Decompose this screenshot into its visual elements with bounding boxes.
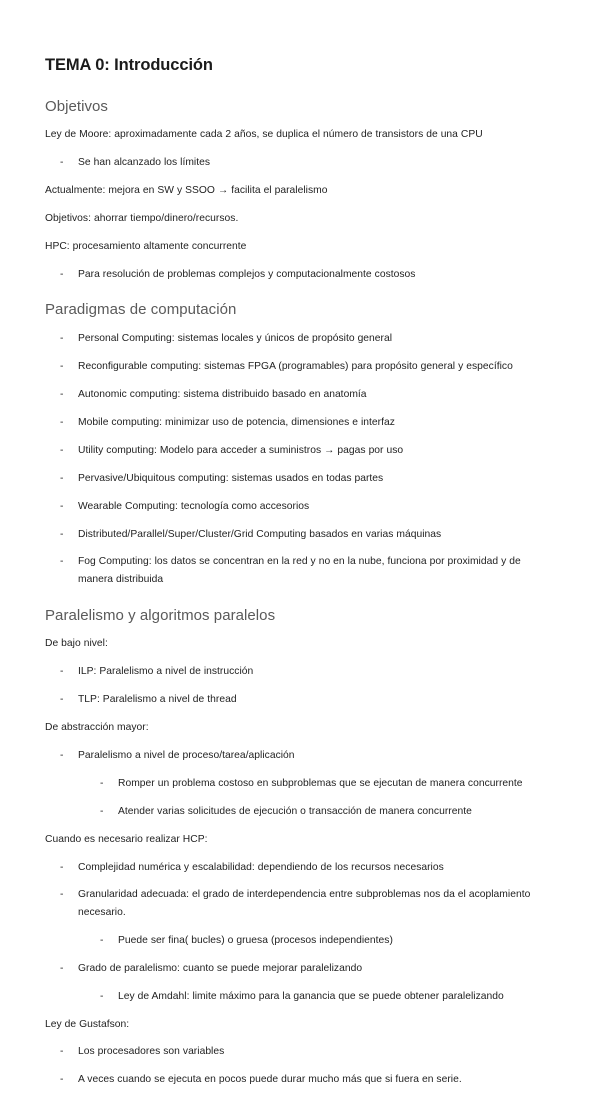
bullet-dash-icon: - [60, 500, 64, 512]
bullet-dash-icon: - [60, 389, 64, 401]
bullet-dash-icon: - [60, 749, 64, 761]
document-section [45, 300, 557, 588]
bullet-dash-icon: - [60, 666, 64, 678]
line-text: Distributed/Parallel/Super/Cluster/Grid Computing basados en varias máquinas [78, 528, 442, 540]
bullet-dash-icon: - [60, 157, 64, 169]
bullet-item [45, 747, 557, 765]
bullet-item [45, 553, 557, 588]
line-text: Pervasive/Ubiquitous computing: sistemas usados en todas partes [78, 472, 384, 484]
section-heading: Paradigmas de computación [45, 301, 237, 319]
line-text: Fog Computing: los datos se concentran en la red y no en la nube, funciona por proximidad y de manera distribuida [78, 556, 521, 585]
bullet-item [45, 266, 557, 284]
bullet-item [45, 526, 557, 544]
line-text: Complejidad numérica y escalabilidad: dependiendo de los recursos necesarios [78, 861, 444, 873]
line-text: Puede ser fina( bucles) o gruesa (procesos independientes) [118, 934, 393, 946]
text-line [45, 1016, 557, 1034]
section-heading: Paralelismo y algoritmos paralelos [45, 606, 276, 624]
bullet-dash-icon: - [100, 777, 104, 789]
line-text: Grado de paralelismo: cuanto se puede mejorar paralelizando [78, 962, 363, 974]
bullet-item [45, 358, 557, 376]
bullet-item [45, 470, 557, 488]
sections-container [45, 97, 557, 1089]
bullet-dash-icon: - [60, 268, 64, 280]
page-title: TEMA 0: Introducción [45, 56, 213, 74]
text-line [45, 182, 557, 200]
bullet-item [45, 442, 557, 460]
bullet-dash-icon: - [60, 528, 64, 540]
bullet-item [45, 498, 557, 516]
bullet-item [45, 859, 557, 877]
bullet-item [45, 663, 557, 681]
bullet-item [45, 154, 557, 172]
line-text: Ley de Moore: aproximadamente cada 2 años, se duplica el número de transistors de una CPU [45, 129, 483, 141]
bullet-item [45, 386, 557, 404]
document-section [45, 606, 557, 1089]
line-text: De bajo nivel: [45, 638, 108, 650]
line-text: Granularidad adecuada: el grado de interdependencia entre subproblemas nos da el acoplamiento necesario. [78, 889, 531, 918]
bullet-item [45, 988, 557, 1006]
line-text: Objetivos: ahorrar tiempo/dinero/recursos. [45, 213, 239, 225]
bullet-dash-icon: - [60, 694, 64, 706]
line-text: De abstracción mayor: [45, 722, 149, 734]
line-text: Se han alcanzado los límites [78, 157, 211, 169]
bullet-dash-icon: - [60, 861, 64, 873]
text-line [45, 210, 557, 228]
bullet-dash-icon: - [60, 889, 64, 901]
bullet-item [45, 803, 557, 821]
line-text: Romper un problema costoso en subproblemas que se ejecutan de manera concurrente [118, 777, 523, 789]
line-text: Atender varias solicitudes de ejecución o transacción de manera concurrente [118, 805, 472, 817]
bullet-item [45, 775, 557, 793]
bullet-dash-icon: - [100, 990, 104, 1002]
line-text: Autonomic computing: sistema distribuido basado en anatomía [78, 389, 367, 401]
text-line [45, 719, 557, 737]
bullet-dash-icon: - [60, 333, 64, 345]
line-text: Utility computing: Modelo para acceder a suministros → pagas por uso [78, 444, 404, 456]
bullet-dash-icon: - [60, 1046, 64, 1058]
line-text: A veces cuando se ejecuta en pocos puede durar mucho más que si fuera en serie. [78, 1074, 462, 1086]
line-text: Ley de Gustafson: [45, 1018, 130, 1030]
section-heading: Objetivos [45, 97, 108, 115]
line-text: Actualmente: mejora en SW y SSOO → facilita el paralelismo [45, 185, 328, 197]
document-section [45, 97, 557, 284]
bullet-dash-icon: - [60, 556, 64, 568]
bullet-dash-icon: - [60, 962, 64, 974]
bullet-dash-icon: - [60, 1074, 64, 1086]
bullet-dash-icon: - [100, 934, 104, 946]
line-text: Ley de Amdahl: limite máximo para la ganancia que se puede obtener paralelizando [118, 990, 504, 1002]
bullet-item [45, 1043, 557, 1061]
bullet-dash-icon: - [60, 472, 64, 484]
bullet-item [45, 886, 557, 921]
bullet-dash-icon: - [60, 416, 64, 428]
line-text: Wearable Computing: tecnología como accesorios [78, 500, 310, 512]
text-line [45, 635, 557, 653]
bullet-item [45, 691, 557, 709]
bullet-dash-icon: - [60, 361, 64, 373]
line-text: Para resolución de problemas complejos y computacionalmente costosos [78, 268, 416, 280]
bullet-item [45, 932, 557, 950]
text-line [45, 238, 557, 256]
document-content [45, 55, 557, 1099]
bullet-item [45, 330, 557, 348]
section-body [45, 126, 557, 283]
text-line [45, 126, 557, 144]
bullet-item [45, 1071, 557, 1089]
line-text: Personal Computing: sistemas locales y únicos de propósito general [78, 333, 393, 345]
line-text: Mobile computing: minimizar uso de potencia, dimensiones e interfaz [78, 416, 395, 428]
section-body [45, 635, 557, 1089]
bullet-dash-icon: - [60, 444, 64, 456]
line-text: Cuando es necesario realizar HCP: [45, 833, 208, 845]
section-body [45, 330, 557, 588]
line-text: HPC: procesamiento altamente concurrente [45, 240, 247, 252]
bullet-item [45, 414, 557, 432]
bullet-item [45, 960, 557, 978]
line-text: Paralelismo a nivel de proceso/tarea/aplicación [78, 749, 295, 761]
bullet-dash-icon: - [100, 805, 104, 817]
text-line [45, 831, 557, 849]
line-text: Los procesadores son variables [78, 1046, 225, 1058]
line-text: ILP: Paralelismo a nivel de instrucción [78, 666, 254, 678]
line-text: TLP: Paralelismo a nivel de thread [78, 694, 237, 706]
line-text: Reconfigurable computing: sistemas FPGA (programables) para propósito general y específico [78, 361, 513, 373]
